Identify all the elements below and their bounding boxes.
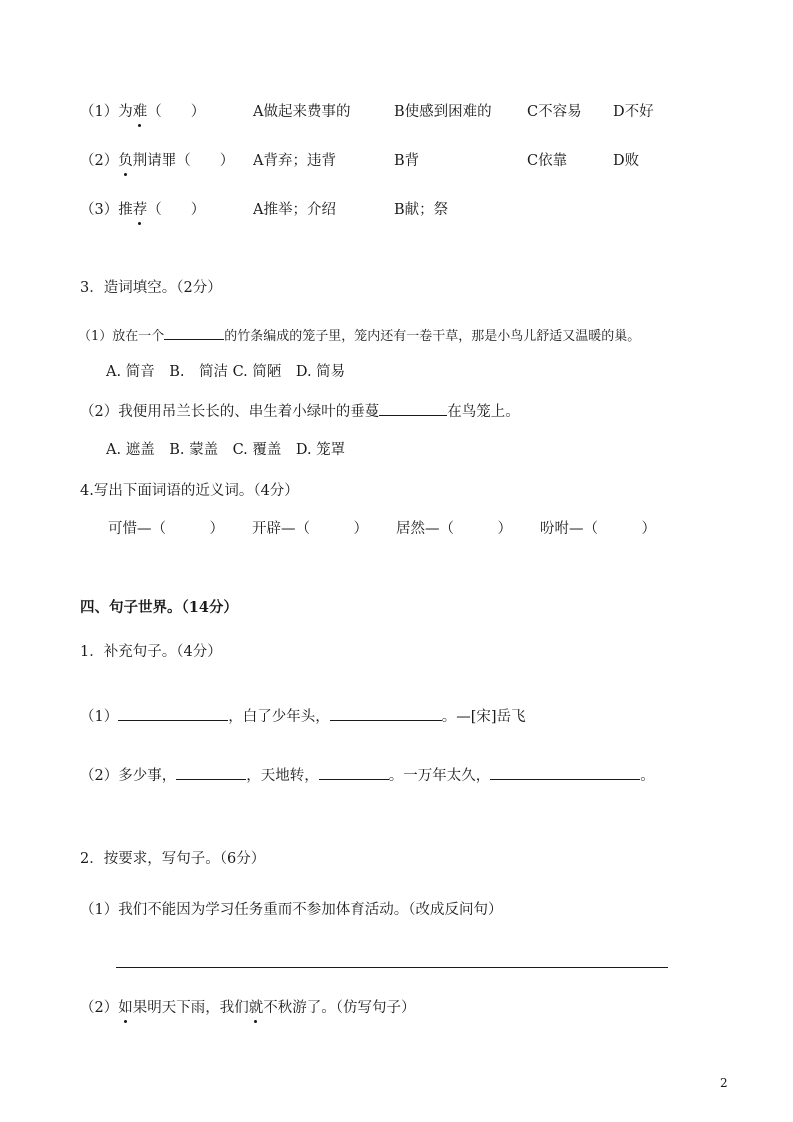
q4-word-3: 居然—（ ）	[396, 521, 512, 537]
q2-r2-word-post: 荆请罪（ ）	[132, 153, 235, 169]
q2-r3-option-a: A推举；介绍	[253, 202, 336, 218]
q2-r3-word-pre: 推	[118, 202, 133, 218]
sec4-q1-s2-mid-1: ，天地转，	[246, 768, 319, 784]
q2-r1-dotted-char: 难	[132, 104, 148, 120]
q2-r1-word-pre: 为	[118, 104, 133, 120]
q3-s2-options: A. 遮盖 B. 蒙盖 C. 覆盖 D. 笼罩	[106, 442, 346, 458]
sec4-q1-s2-blank-2[interactable]	[319, 764, 389, 780]
q3-sentence-1	[78, 324, 640, 347]
q4-word-2: 开辟—（ ）	[252, 521, 368, 537]
sec4-q2-s2-dotted-char-1: 如	[118, 1000, 133, 1016]
sec4-q1-s2-start: （2）多少事，	[80, 768, 177, 784]
sec4-q2-s2-part-1: 果明天下雨，我们	[132, 1000, 249, 1016]
q2-r3-option-b: B献；祭	[394, 202, 449, 218]
q3-s1-blank[interactable]	[164, 324, 224, 340]
sec4-q2-sentence-1: （1）我们不能因为学习任务重而不参加体育活动。（改成反问句）	[80, 902, 503, 918]
sec4-q2-s2-num: （2）	[80, 1000, 119, 1016]
sec4-q1-s2-blank-1[interactable]	[176, 764, 246, 780]
q2-r2-num: （2）	[80, 153, 119, 169]
q2-r1-option-a: A做起来费事的	[253, 104, 351, 120]
q2-r3-word-post: （ ）	[147, 202, 206, 218]
sec4-q1-heading: 1．补充句子。（4分）	[80, 644, 222, 660]
section-4-title: 四、句子世界。（14分）	[80, 599, 238, 616]
sec4-q2-heading: 2．按要求，写句子。（6分）	[80, 851, 266, 867]
q2-r2-option-a: A背弃；违背	[253, 153, 336, 169]
sec4-q1-s2-end: 。	[640, 768, 655, 784]
sec4-q1-s1-blank-2[interactable]	[330, 705, 442, 721]
q3-sentence-2	[80, 400, 520, 422]
q4-word-1: 可惜—（ ）	[108, 521, 224, 537]
q2-r1-option-b: B使感到困难的	[394, 104, 492, 120]
sec4-q1-s2-mid-2: 。一万年太久，	[388, 768, 491, 784]
q2-r1-word-post: （ ）	[147, 104, 206, 120]
q3-s2-after: 在鸟笼上。	[447, 404, 520, 420]
sec4-q1-s1-num: （1）	[80, 709, 119, 725]
sec4-q2-sentence-2	[80, 998, 415, 1018]
q2-r2-option-c: C依靠	[527, 153, 568, 169]
q2-r3-num: （3）	[80, 202, 119, 218]
sec4-q2-s2-dotted-char-2: 就	[248, 1000, 264, 1016]
sec4-q2-s2-part-2: 不秋游了。（仿写句子）	[263, 1000, 416, 1016]
q3-s1-options: A. 简音 B. 简洁 C. 简陋 D. 简易	[106, 364, 346, 380]
q3-s1-after: 的竹条编成的笼子里，笼内还有一卷干草，那是小鸟儿舒适又温暖的巢。	[224, 329, 641, 344]
sec4-q1-sentence-2	[80, 764, 655, 786]
q4-word-4: 吩咐—（ ）	[540, 521, 656, 537]
q3-s2-blank[interactable]	[379, 400, 447, 416]
sec4-q1-sentence-1	[80, 705, 526, 727]
sec4-q1-s2-blank-3[interactable]	[490, 764, 640, 780]
page-number: 2	[720, 1076, 728, 1090]
q2-r2-option-d: D败	[613, 153, 640, 169]
q2-r3-dotted-char: 荐	[132, 202, 148, 218]
sec4-q2-answer-line[interactable]	[116, 967, 668, 968]
q2-row-1	[80, 102, 205, 122]
q3-s2-before: （2）我便用吊兰长长的、串生着小绿叶的垂蔓	[80, 404, 380, 420]
q2-r1-option-c: C不容易	[527, 104, 582, 120]
q2-r1-num: （1）	[80, 104, 119, 120]
sec4-q1-s1-mid: ，白了少年头，	[228, 709, 330, 725]
q3-s1-before: （1）放在一个	[78, 329, 165, 344]
sec4-q1-s1-end: 。—[宋]岳飞	[441, 709, 526, 725]
q2-row-3	[80, 200, 205, 220]
q2-r1-option-d: D不好	[613, 104, 654, 120]
q2-r2-dotted-char: 负	[118, 153, 133, 169]
q2-r2-option-b: B背	[394, 153, 420, 169]
q2-row-2	[80, 151, 234, 171]
q3-heading: 3．造词填空。（2分）	[80, 280, 222, 296]
sec4-q1-s1-blank-1[interactable]	[118, 705, 228, 721]
q4-heading: 4.写出下面词语的近义词。（4分）	[80, 483, 299, 499]
